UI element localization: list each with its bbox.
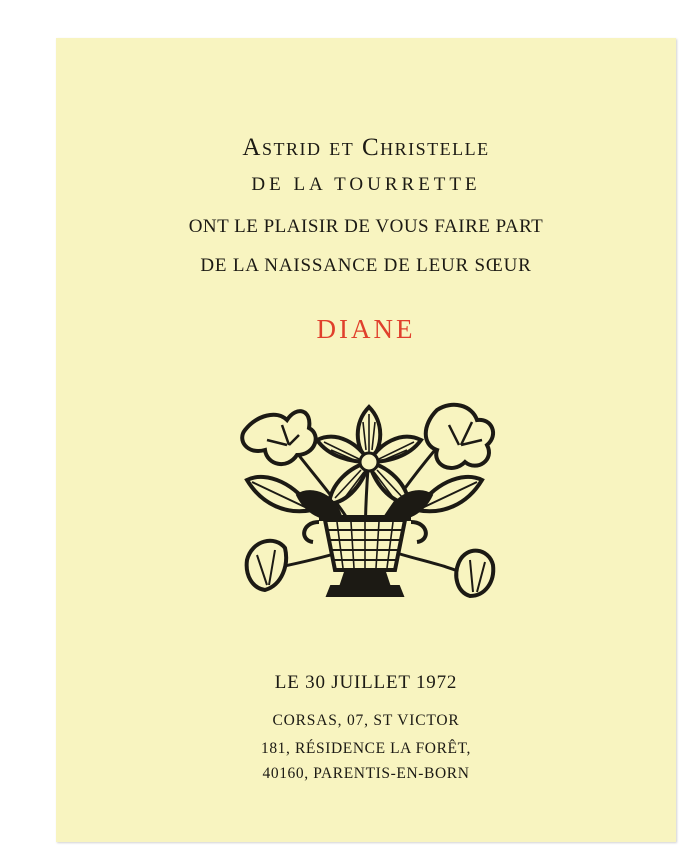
family-name: DE LA TOURRETTE — [251, 174, 481, 195]
sisters-names: Astrid et Christelle — [242, 134, 490, 161]
birth-date: LE 30 JUILLET 1972 — [274, 672, 458, 693]
flower-basket-woodcut — [227, 400, 503, 610]
announcement-line-2: DE LA NAISSANCE DE LEUR SŒUR — [200, 255, 532, 276]
announcement-card — [56, 38, 676, 842]
address-line-2: 181, RÉSIDENCE LA FORÊT, — [260, 740, 472, 757]
address-line-1: CORSAS, 07, ST VICTOR — [272, 712, 460, 729]
announcement-line-1: ONT LE PLAISIR DE VOUS FAIRE PART — [188, 216, 544, 237]
address-line-3: 40160, PARENTIS-EN-BORN — [262, 765, 470, 782]
baby-name: DIANE — [316, 314, 416, 344]
